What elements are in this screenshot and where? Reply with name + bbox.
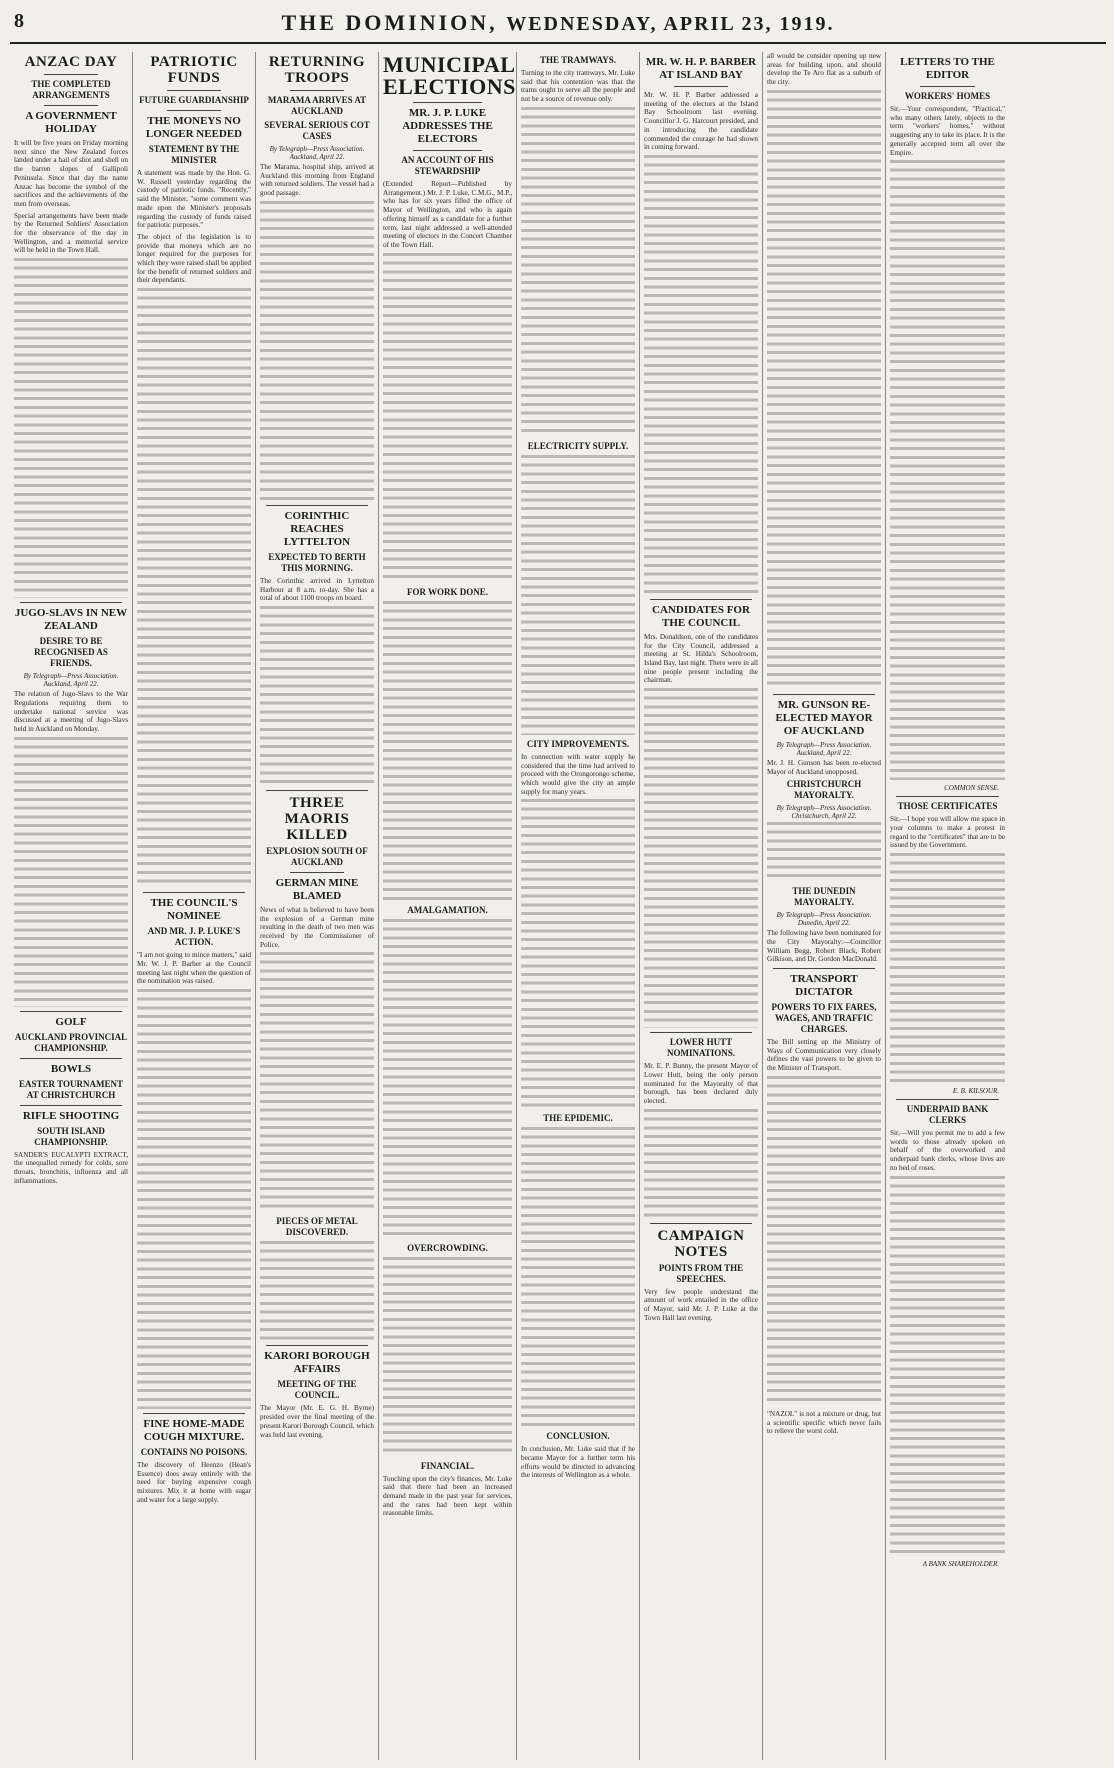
- subhead: CONTAINS NO POISONS.: [140, 1446, 248, 1457]
- article-text: Mr. E. P. Bunny, the present Mayor of Lower Hutt, being the only person nominated for the Mayoralty of that borough, has been declared duly elected.: [644, 1062, 758, 1105]
- headline-jugo-slavs: JUGO-SLAVS IN NEW ZEALAND: [14, 607, 128, 633]
- divider: [674, 86, 728, 87]
- article-text: "I am not going to mince matters," said Mr. W. J. P. Barber at the Council meeting last night when the question of the nomination was raised.: [137, 951, 251, 986]
- dateline: By Telegraph—Press Association. Christchurch, April 22.: [776, 804, 872, 821]
- subhead: EXPLOSION SOUTH OF AUCKLAND: [266, 845, 368, 867]
- divider: [20, 1011, 122, 1012]
- divider: [896, 1099, 999, 1100]
- article-text: The Bill setting up the Ministry of Ways of Communication very closely defines the vast powers to be given to the Minister of Transport.: [767, 1038, 881, 1073]
- masthead-date: WEDNESDAY, APRIL 23, 1919.: [506, 13, 835, 35]
- divider: [413, 102, 482, 103]
- divider: [143, 1413, 245, 1414]
- column-text-block: [137, 989, 251, 1409]
- column-text-block: [890, 160, 1005, 780]
- advertisement-text: The discovery of Heenzo (Hean's Essence) does away entirely with the need for buying expensive cough mixtures. Mix it at home with sugar and water for a large supply.: [137, 1460, 251, 1504]
- headline-anzac-day: ANZAC DAY: [24, 54, 118, 70]
- column-7: [763, 52, 886, 1760]
- headline-lower-hutt: LOWER HUTT NOMINATIONS.: [666, 1037, 736, 1059]
- divider: [773, 968, 875, 969]
- headline-returning-troops: RETURNING TROOPS: [268, 54, 366, 86]
- article-text: The Mayor (Mr. E. G. H. Byrne) presided over the final meeting of the present Karori Borough Council, which was held last evening.: [260, 1404, 374, 1439]
- article-text: Mrs. Donaldson, one of the candidates for the City Council, addressed a meeting at St. Hilda's Schoolroom, Island Bay, last night. There were in all nine people present including the chairman.: [644, 632, 758, 685]
- column-4: [379, 52, 517, 1760]
- column-text-block: [644, 155, 758, 595]
- article-text: In connection with water supply he considered that the time had arrived to proceed with the Orongorongo scheme, which would give the city an ample supply for many years.: [521, 752, 635, 796]
- headline-bowls: BOWLS: [50, 1062, 92, 1075]
- column-text-block: [767, 822, 881, 882]
- article-text: (Extended Report—Published by Arrangement.) Mr. J. P. Luke, C.M.G., M.P., who has for six years filled the office of Mayor of Wellington, and who is again offering himself as a candidate for a further term, last night addressed a well-attended meeting of electors in the Concert Chamber of the Town Hall.: [383, 180, 512, 249]
- headline-christchurch: CHRISTCHURCH MAYORALTY.: [786, 779, 862, 801]
- divider: [44, 74, 98, 75]
- article-text: all would be consider opening up new areas for building upon, and should develop the Te Aro flat as a suburb of the city.: [767, 52, 881, 87]
- column-text-block: [137, 288, 251, 888]
- divider: [413, 150, 482, 151]
- dateline: By Telegraph—Press Association. Auckland, April 22.: [776, 740, 872, 757]
- column-8: [886, 52, 1009, 1760]
- headline-council-nominee: THE COUNCIL'S NOMINEE: [150, 897, 238, 923]
- column-text-block: [260, 201, 374, 501]
- article-text: Special arrangements have been made by the Returned Soldiers' Association for the observance of the day in Wellington, and a memorial service will be held in the Town Hall.: [14, 211, 128, 255]
- column-text-block: [383, 601, 512, 901]
- article-text: News of what is believed to have been the explosion of a German mine resulting in the death of two men was received by the Commissioner of Police.: [260, 905, 374, 949]
- divider: [20, 602, 122, 603]
- headline-holiday: A GOVERNMENT HOLIDAY: [25, 110, 117, 135]
- column-text-block: [644, 1109, 758, 1219]
- article-text: The Marama, hospital ship, arrived at Auckland this morning from England with returned soldiers. The vessel had a good passage.: [260, 163, 374, 198]
- letter-signature: COMMON SENSE.: [944, 784, 999, 793]
- section-heading: OVERCROWDING.: [407, 1242, 488, 1253]
- headline-barber-island-bay: MR. W. H. P. BARBER AT ISLAND BAY: [645, 56, 757, 81]
- subhead: MARAMA ARRIVES AT AUCKLAND: [267, 95, 367, 116]
- subhead: STATEMENT BY THE MINISTER: [148, 144, 240, 165]
- column-text-block: [890, 853, 1005, 1083]
- column-2: [133, 52, 256, 1760]
- section-heading: THE TRAMWAYS.: [539, 55, 617, 65]
- article-text: Mr. J. H. Gunson has been re-elected Mayor of Auckland unopposed.: [767, 758, 881, 776]
- headline-patriotic-funds: PATRIOTIC FUNDS: [150, 54, 238, 86]
- letter-text: Sir,—I hope you will allow me space in your columns to make a protest in regard to the "certificates" that are to be issued by the Government.: [890, 815, 1005, 850]
- headline-gunson: MR. GUNSON RE-ELECTED MAYOR OF AUCKLAND: [775, 698, 873, 737]
- masthead: [10, 8, 1106, 44]
- headline-letters-to-editor: LETTERS TO THE EDITOR: [900, 56, 995, 81]
- article-text: The object of the legislation is to provide that moneys which are no longer required for the purposes for which they were raised shall be applied for the benefit of returned soldiers and their dependants.: [137, 232, 251, 285]
- subhead: SOUTH ISLAND CHAMPIONSHIP.: [34, 1125, 108, 1147]
- section-heading: CONCLUSION.: [546, 1431, 610, 1442]
- article-text: It will be five years on Friday morning next since the New Zealand forces landed under a hail of shot and shell on the barren slopes of Gallipoli Peninsula. Since that day the name Anzac has become the symbol of the sacrifices and the achievements of the men from overseas.: [14, 139, 128, 208]
- masthead-title: THE DOMINION,: [281, 10, 498, 35]
- subhead: WORKERS' HOMES: [904, 91, 991, 101]
- column-text-block: [260, 1241, 374, 1341]
- headline-luke-addresses: MR. J. P. LUKE ADDRESSES THE ELECTORS: [402, 107, 493, 145]
- divider: [20, 1105, 122, 1106]
- subhead: POINTS FROM THE SPEECHES.: [658, 1262, 744, 1284]
- column-text-block: [14, 737, 128, 1007]
- subhead: MEETING OF THE COUNCIL.: [277, 1379, 357, 1401]
- letter-text: Sir,—Your correspondent, "Practical," who many others lately, objects to the term "workers' homes," without suggesting any to take its place. It is the generally accepted term all over the Empire.: [890, 105, 1005, 157]
- columns: [10, 52, 1106, 1760]
- column-text-block: [890, 1176, 1005, 1556]
- column-text-block: [260, 606, 374, 786]
- divider: [20, 1058, 122, 1059]
- letter-signature: E. B. KILSOUR.: [952, 1087, 999, 1096]
- divider: [167, 110, 221, 111]
- section-heading: FOR WORK DONE.: [406, 586, 489, 597]
- newspaper-page: [10, 8, 1106, 1760]
- subhead: FUTURE GUARDIANSHIP: [139, 95, 249, 105]
- column-text-block: [383, 253, 512, 583]
- headline-candidates: CANDIDATES FOR THE COUNCIL: [652, 603, 750, 629]
- dateline: By Telegraph—Press Association. Auckland, April 22.: [23, 672, 119, 689]
- column-text-block: [521, 455, 635, 735]
- advertisement-text: "NAZOL" is not a mixture or drug, but a scientific specific which never fails to relieve the worst cold.: [767, 1409, 881, 1436]
- column-text-block: [14, 258, 128, 598]
- dateline: By Telegraph—Press Association. Auckland, April 22.: [269, 145, 365, 161]
- dateline: By Telegraph—Press Association. Dunedin, April 22.: [776, 911, 872, 928]
- column-5: [517, 52, 640, 1760]
- divider: [650, 599, 752, 600]
- column-text-block: [383, 1257, 512, 1457]
- column-text-block: [521, 799, 635, 1109]
- subhead: AN ACCOUNT OF HIS STEWARDSHIP: [401, 155, 494, 176]
- headline-german-mine: GERMAN MINE BLAMED: [275, 876, 359, 902]
- section-heading: CITY IMPROVEMENTS.: [526, 738, 630, 749]
- page-number: 8: [14, 10, 24, 32]
- article-text: Mr. W. H. P. Barber addressed a meeting of the electors at the Island Bay Schoolroom last evening. Councillor J. G. Harcourt presided, and in introducing the candidate commended the courage he had shown in coming forward.: [644, 91, 758, 152]
- divider: [290, 90, 344, 91]
- divider: [896, 796, 999, 797]
- column-text-block: [521, 1127, 635, 1427]
- section-heading: AMALGAMATION.: [407, 904, 488, 915]
- article-text: In conclusion, Mr. Luke said that if he became Mayor for a further term his efforts would be directed to advancing the interests of Wellington as a whole.: [521, 1445, 635, 1480]
- subhead: THE COMPLETED ARRANGEMENTS: [31, 79, 111, 100]
- subhead: THOSE CERTIFICATES: [897, 801, 998, 812]
- subhead: EASTER TOURNAMENT AT CHRISTCHURCH: [19, 1078, 123, 1100]
- column-text-block: [383, 919, 512, 1239]
- column-text-block: [260, 952, 374, 1212]
- subhead: AUCKLAND PROVINCIAL CHAMPIONSHIP.: [14, 1031, 128, 1053]
- headline-transport-dictator: TRANSPORT DICTATOR: [790, 973, 858, 999]
- article-text: Very few people understand the amount of work entailed in the office of Mayor, said Mr. J. P. Luke at the Town Hall last evening.: [644, 1287, 758, 1322]
- column-1: [10, 52, 133, 1760]
- letter-text: Sir,—Will you permit me to add a few words to those already spoken on behalf of the overworked and underpaid bank clerks, whose lives are no bed of roses.: [890, 1129, 1005, 1172]
- section-heading: ELECTRICITY SUPPLY.: [527, 440, 629, 451]
- divider: [167, 90, 221, 91]
- headline-campaign-notes: CAMPAIGN NOTES: [657, 1227, 745, 1260]
- divider: [266, 1345, 368, 1346]
- headline-karori-borough: KARORI BOROUGH AFFAIRS: [264, 1350, 370, 1376]
- column-text-block: [644, 688, 758, 1028]
- column-text-block: [767, 1076, 881, 1406]
- headline-three-maoris: THREE MAORIS KILLED: [284, 794, 350, 843]
- subhead: POWERS TO FIX FARES, WAGES, AND TRAFFIC CHARGES.: [771, 1002, 877, 1035]
- article-text: A statement was made by the Hon. G. W. Russell yesterday regarding the custody of patriotic funds. "Recently," said the Minister, "some comment was made upon the Minister's proposals regarding the custody of funds raised for patriotic purposes.": [137, 169, 251, 230]
- divider: [650, 1032, 752, 1033]
- subhead: EXPECTED TO BERTH THIS MORNING.: [268, 551, 366, 573]
- subhead: SEVERAL SERIOUS COT CASES: [264, 120, 370, 141]
- divider: [266, 505, 368, 506]
- headline-moneys: THE MONEYS NO LONGER NEEDED: [145, 115, 243, 140]
- newspaper-title: [10, 10, 1106, 36]
- letter-signature: A BANK SHAREHOLDER.: [922, 1559, 999, 1568]
- divider: [44, 105, 98, 106]
- column-3: [256, 52, 379, 1760]
- headline-golf: GOLF: [55, 1015, 87, 1028]
- divider: [773, 694, 875, 695]
- divider: [290, 872, 344, 873]
- article-text: The Corinthic arrived in Lyttelton Harbour at 8 a.m. to-day. She has a total of about 1100 troops on board.: [260, 576, 374, 603]
- article-text: Turning to the city tramways, Mr. Luke said that his contention was that the trams ought to serve all the people and not be a source of revenue only.: [521, 69, 635, 104]
- headline-cough-mixture: FINE HOME-MADE COUGH MIXTURE.: [143, 1417, 245, 1443]
- headline-rifle-shooting: RIFLE SHOOTING: [22, 1109, 120, 1122]
- article-text: Touching upon the city's finances, Mr. Luke said that there had been an increased demand made in the past year for services, and the rates had been kept within reasonable limits.: [383, 1474, 512, 1518]
- advertisement-text: SANDER'S EUCALYPTI EXTRACT, the unequalled remedy for colds, sore throats, bronchitis, influenza and all inflammations.: [14, 1150, 128, 1185]
- section-heading: THE EPIDEMIC.: [543, 1113, 613, 1124]
- column-text-block: [767, 90, 881, 690]
- headline-municipal-elections: MUNICIPAL ELECTIONS: [383, 52, 516, 99]
- divider: [650, 1223, 752, 1224]
- headline-corinthic: CORINTHIC REACHES LYTTELTON: [283, 509, 351, 548]
- subhead: UNDERPAID BANK CLERKS: [906, 1104, 989, 1126]
- headline-dunedin: THE DUNEDIN MAYORALTY.: [792, 886, 856, 908]
- article-text: The relation of Jugo-Slavs to the War Regulations requiring them to undertake national service was discussed at a meeting of Jugo-Slavs held in Auckland on Monday.: [14, 690, 128, 733]
- divider: [143, 892, 245, 893]
- divider: [920, 86, 975, 87]
- article-text: The following have been nominated for the City Mayoralty:—Councillor William Begg, Robert Black, Robert Gilkison, and Dr. Gordon MacDonald.: [767, 929, 881, 964]
- subhead: PIECES OF METAL DISCOVERED.: [276, 1216, 358, 1238]
- column-text-block: [521, 107, 635, 437]
- section-heading: FINANCIAL.: [420, 1460, 475, 1471]
- column-6: [640, 52, 763, 1760]
- subhead: DESIRE TO BE RECOGNISED AS FRIENDS.: [34, 636, 108, 669]
- subhead: AND MR. J. P. LUKE'S ACTION.: [147, 926, 241, 948]
- divider: [266, 790, 368, 791]
